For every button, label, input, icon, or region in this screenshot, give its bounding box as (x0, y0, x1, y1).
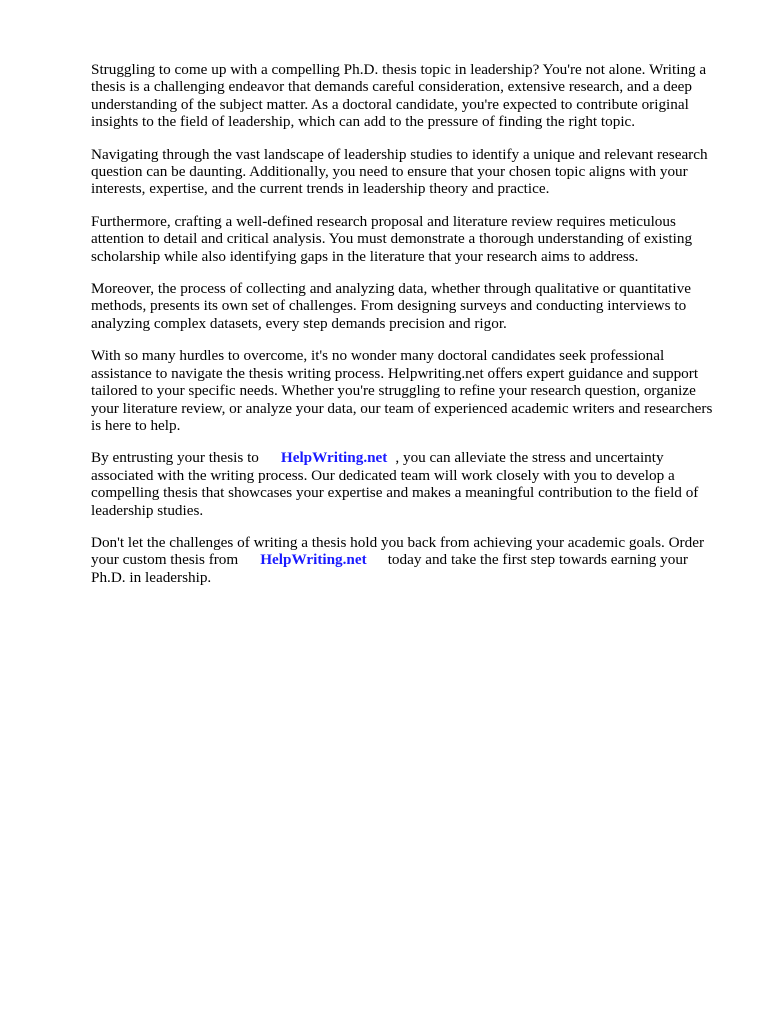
paragraph-closing-lead: Don't let the challenges of writing a thesis hold you back from achieving your academic goals. Order your custom thesis from (91, 533, 705, 569)
paragraph-closing-rest: today and take the first step towards earning your Ph.D. in leadership. (91, 551, 688, 586)
helpwriting-link-order[interactable]: HelpWriting.net (260, 551, 367, 569)
paragraph-moreover: Moreover, the process of collecting and analyzing data, whether through qualitative or quantitative methods, presents its own set of challenges. From designing surveys and conducting interviews to analyzing complex datasets, every step demands precision and rigor. (91, 280, 691, 332)
paragraph-entrusting (91, 449, 725, 519)
paragraph-intro: Struggling to come up with a compelling Ph.D. thesis topic in leadership? You're not alone. Writing a thesis is a challenging endeavor that demands careful consideration, extensive research, and a deep understanding of the subject matter. As a doctoral candidate, you're expected to contribute original insights to the field of leadership, which can add to the pressure of finding the right topic. (91, 61, 707, 131)
paragraph-assistance: With so many hurdles to overcome, it's no wonder many doctoral candidates seek professional assistance to navigate the thesis writing process. Helpwriting.net offers expert guidance and support tailored to your specific needs. Whether you're struggling to refine your research question, organize your literature review, or analyze your data, our team of experienced academic writers and researchers is here to help. (91, 347, 713, 434)
paragraph-entrusting-rest: , you can alleviate the stress and uncertainty associated with the writing process. Our dedicated team will work closely with you to develop a compelling thesis that showcases your expertise and makes a meaningful contribution to the field of leadership studies. (91, 449, 699, 519)
paragraph-entrusting-lead: By entrusting your thesis to (91, 449, 259, 467)
paragraph-furthermore: Furthermore, crafting a well-defined research proposal and literature review requires meticulous attention to detail and critical analysis. You must demonstrate a thorough understanding of existing scholarship while also identifying gaps in the literature that your research aims to address. (91, 212, 693, 265)
paragraph-closing (91, 534, 725, 586)
document-body (91, 61, 725, 601)
paragraph-navigating: Navigating through the vast landscape of leadership studies to identify a unique and relevant research question can be daunting. Additionally, you need to ensure that your chosen topic aligns with your interests, expertise, and the current trends in leadership theory and practice. (91, 145, 708, 198)
helpwriting-link[interactable]: HelpWriting.net (280, 449, 388, 467)
